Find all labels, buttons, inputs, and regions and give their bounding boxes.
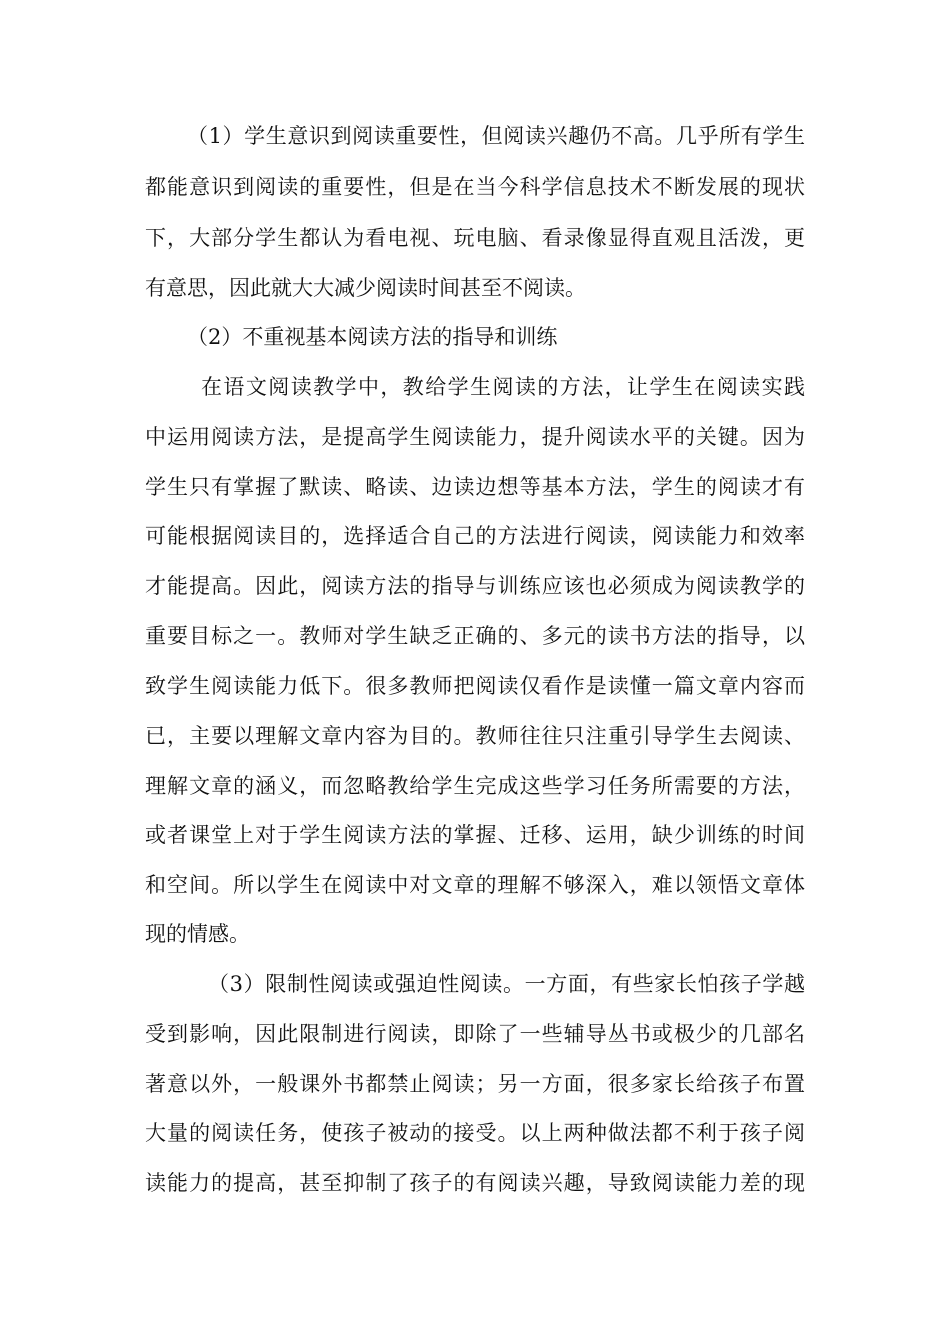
paragraph-4-line-2: 受到影响，因此限制进行阅读，即除了一些辅导丛书或极少的几部名	[145, 1022, 805, 1046]
paragraph-3-line-5: 才能提高。因此，阅读方法的指导与训练应该也必须成为阅读教学的	[145, 574, 805, 598]
paragraph-2-line-1: （2）不重视基本阅读方法的指导和训练	[187, 325, 558, 349]
paragraph-4-line-4: 大量的阅读任务，使孩子被动的接受。以上两种做法都不利于孩子阅	[145, 1121, 805, 1145]
paragraph-1-line-4: 有意思，因此就大大减少阅读时间甚至不阅读。	[145, 276, 586, 300]
paragraph-3-line-10: 或者课堂上对于学生阅读方法的掌握、迁移、运用，缺少训练的时间	[145, 823, 805, 847]
paragraph-3-line-9: 理解文章的涵义，而忽略教给学生完成这些学习任务所需要的方法，	[145, 774, 805, 798]
paragraph-3-line-8: 已，主要以理解文章内容为目的。教师往往只注重引导学生去阅读、	[145, 724, 805, 748]
paragraph-3-line-1: 在语文阅读教学中，教给学生阅读的方法，让学生在阅读实践	[201, 375, 805, 399]
paragraph-1-line-1: （1）学生意识到阅读重要性，但阅读兴趣仍不高。几乎所有学生	[187, 124, 805, 148]
paragraph-4-line-5: 读能力的提高，甚至抑制了孩子的有阅读兴趣，导致阅读能力差的现	[145, 1171, 805, 1195]
paragraph-3-line-6: 重要目标之一。教师对学生缺乏正确的、多元的读书方法的指导，以	[145, 624, 805, 648]
paragraph-4-line-3: 著意以外，一般课外书都禁止阅读；另一方面，很多家长给孩子布置	[145, 1072, 805, 1096]
paragraph-3-line-11: 和空间。所以学生在阅读中对文章的理解不够深入，难以领悟文章体	[145, 873, 805, 897]
paragraph-1-line-2: 都能意识到阅读的重要性，但是在当今科学信息技术不断发展的现状	[145, 175, 805, 199]
paragraph-3-line-4: 可能根据阅读目的，选择适合自己的方法进行阅读，阅读能力和效率	[145, 524, 805, 548]
paragraph-4-line-1: （3）限制性阅读或强迫性阅读。一方面，有些家长怕孩子学越	[208, 972, 805, 996]
paragraph-3-line-3: 学生只有掌握了默读、略读、边读边想等基本方法，学生的阅读才有	[145, 475, 805, 499]
paragraph-3-line-2: 中运用阅读方法，是提高学生阅读能力，提升阅读水平的关键。因为	[145, 425, 805, 449]
paragraph-3-line-7: 致学生阅读能力低下。很多教师把阅读仅看作是读懂一篇文章内容而	[145, 674, 805, 698]
paragraph-3-line-12: 现的情感。	[145, 922, 250, 946]
paragraph-1-line-3: 下，大部分学生都认为看电视、玩电脑、看录像显得直观且活泼，更	[145, 226, 805, 250]
